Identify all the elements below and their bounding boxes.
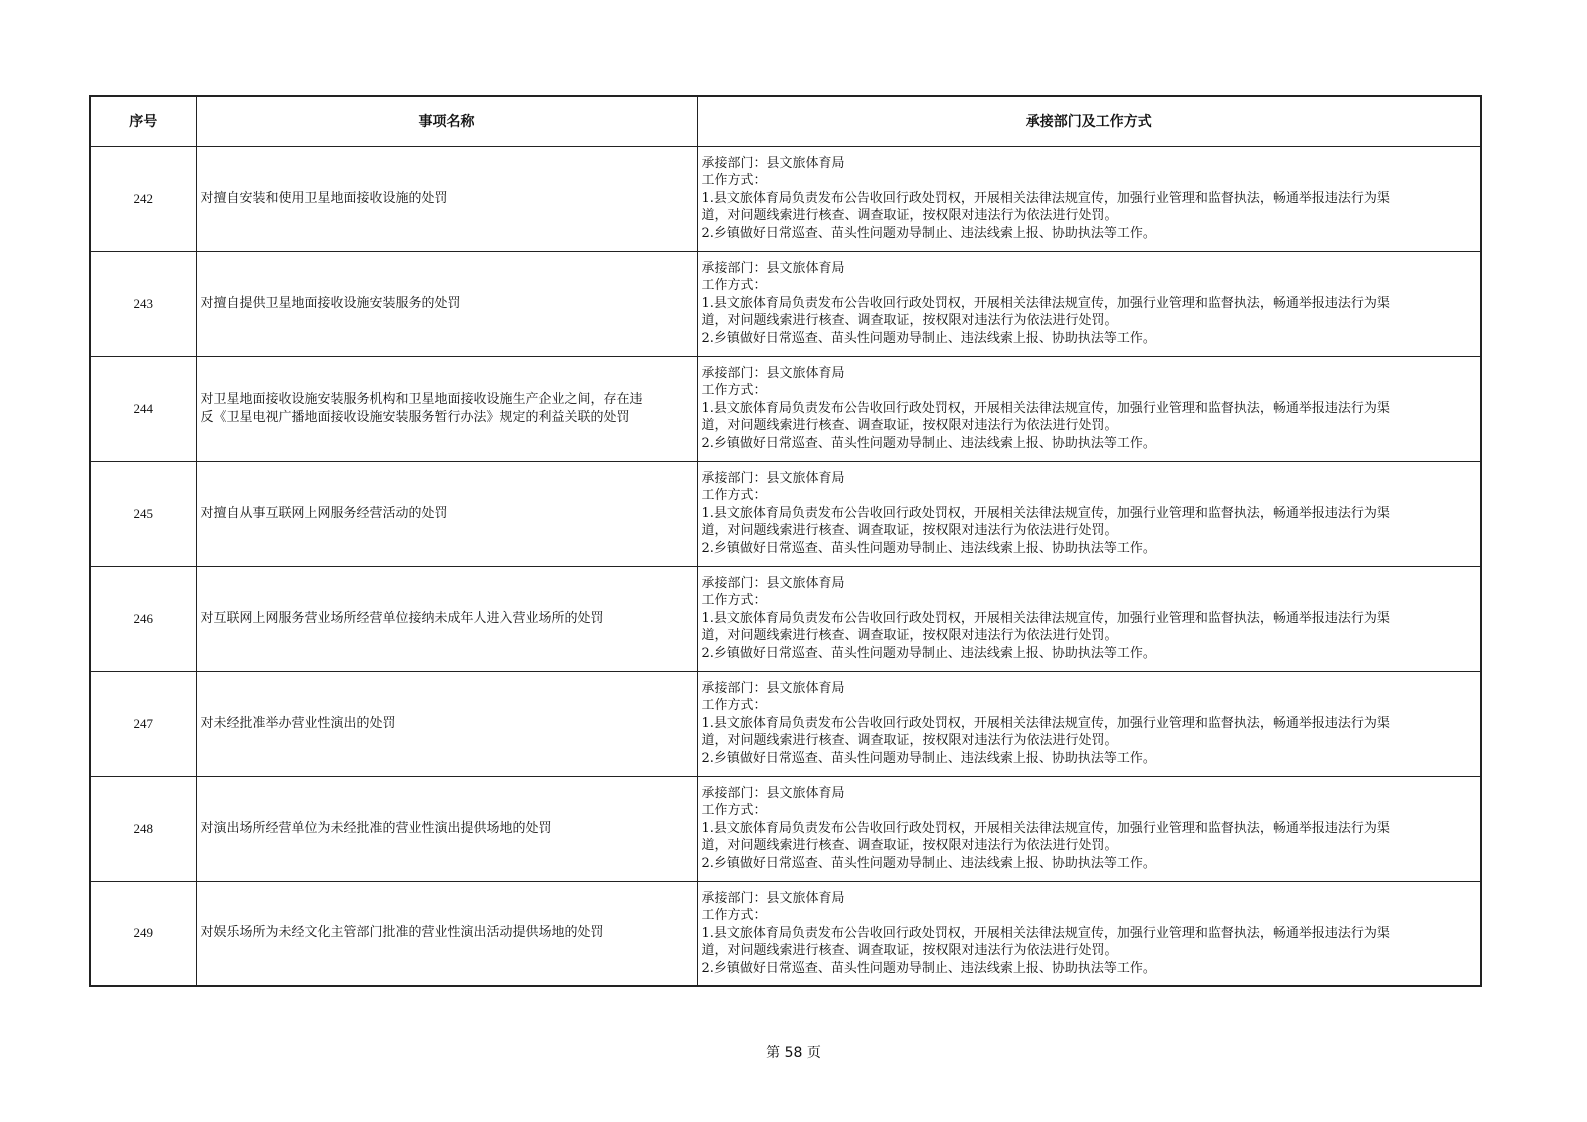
department-method-line: 道，对问题线索进行核查、调查取证，按权限对违法行为依法进行处罚。 bbox=[701, 418, 1118, 434]
item-name-line: 对擅自安装和使用卫星地面接收设施的处罚 bbox=[200, 190, 448, 206]
table-row bbox=[90, 146, 1481, 251]
cell-serial-number: 244 bbox=[90, 356, 196, 461]
department-method-line: 道，对问题线索进行核查、调查取证，按权限对违法行为依法进行处罚。 bbox=[701, 523, 1118, 539]
department-method-line: 承接部门：县文旅体育局 bbox=[701, 575, 845, 591]
cell-item-name bbox=[196, 671, 697, 776]
department-method-line: 1.县文旅体育局负责发布公告收回行政处罚权，开展相关法律法规宣传，加强行业管理和监督执法，畅通举报违法行为渠 bbox=[701, 400, 1390, 416]
department-method-line: 2.乡镇做好日常巡查、苗头性问题劝导制止、违法线索上报、协助执法等工作。 bbox=[701, 960, 1156, 976]
department-method-line: 1.县文旅体育局负责发布公告收回行政处罚权，开展相关法律法规宣传，加强行业管理和监督执法，畅通举报违法行为渠 bbox=[701, 295, 1390, 311]
items-table bbox=[89, 95, 1482, 987]
cell-department-and-method bbox=[697, 146, 1481, 251]
cell-department-and-method bbox=[697, 881, 1481, 986]
cell-serial-number: 246 bbox=[90, 566, 196, 671]
cell-serial-number: 247 bbox=[90, 671, 196, 776]
department-method-line: 1.县文旅体育局负责发布公告收回行政处罚权，开展相关法律法规宣传，加强行业管理和监督执法，畅通举报违法行为渠 bbox=[701, 925, 1390, 941]
department-method-line: 承接部门：县文旅体育局 bbox=[701, 680, 845, 696]
table-row bbox=[90, 566, 1481, 671]
document-sheet bbox=[89, 95, 1480, 987]
table-body bbox=[90, 146, 1481, 986]
cell-item-name bbox=[196, 146, 697, 251]
department-method-line: 1.县文旅体育局负责发布公告收回行政处罚权，开展相关法律法规宣传，加强行业管理和监督执法，畅通举报违法行为渠 bbox=[701, 505, 1390, 521]
department-method-line: 承接部门：县文旅体育局 bbox=[701, 785, 845, 801]
cell-item-name bbox=[196, 251, 697, 356]
header-department-and-method: 承接部门及工作方式 bbox=[697, 96, 1481, 146]
department-method-line: 工作方式： bbox=[701, 908, 767, 923]
department-method-line: 1.县文旅体育局负责发布公告收回行政处罚权，开展相关法律法规宣传，加强行业管理和监督执法，畅通举报违法行为渠 bbox=[701, 820, 1390, 836]
item-name-line: 对娱乐场所为未经文化主管部门批准的营业性演出活动提供场地的处罚 bbox=[200, 925, 604, 941]
department-method-line: 道，对问题线索进行核查、调查取证，按权限对违法行为依法进行处罚。 bbox=[701, 733, 1118, 749]
cell-serial-number: 243 bbox=[90, 251, 196, 356]
table-row bbox=[90, 356, 1481, 461]
item-name-line: 对演出场所经营单位为未经批准的营业性演出提供场地的处罚 bbox=[200, 820, 552, 836]
department-method-line: 承接部门：县文旅体育局 bbox=[701, 260, 845, 276]
table-row bbox=[90, 461, 1481, 566]
cell-department-and-method bbox=[697, 461, 1481, 566]
department-method-line: 承接部门：县文旅体育局 bbox=[701, 470, 845, 486]
department-method-line: 1.县文旅体育局负责发布公告收回行政处罚权，开展相关法律法规宣传，加强行业管理和监督执法，畅通举报违法行为渠 bbox=[701, 610, 1390, 626]
department-method-line: 2.乡镇做好日常巡查、苗头性问题劝导制止、违法线索上报、协助执法等工作。 bbox=[701, 435, 1156, 451]
cell-serial-number: 245 bbox=[90, 461, 196, 566]
department-method-line: 道，对问题线索进行核查、调查取证，按权限对违法行为依法进行处罚。 bbox=[701, 628, 1118, 644]
department-method-line: 工作方式： bbox=[701, 593, 767, 609]
cell-department-and-method bbox=[697, 671, 1481, 776]
cell-department-and-method bbox=[697, 566, 1481, 671]
department-method-line: 2.乡镇做好日常巡查、苗头性问题劝导制止、违法线索上报、协助执法等工作。 bbox=[701, 540, 1156, 556]
cell-department-and-method bbox=[697, 356, 1481, 461]
table-row bbox=[90, 881, 1481, 986]
table-header-row bbox=[90, 96, 1481, 146]
department-method-line: 道，对问题线索进行核查、调查取证，按权限对违法行为依法进行处罚。 bbox=[701, 208, 1118, 224]
item-name-line: 对互联网上网服务营业场所经营单位接纳未成年人进入营业场所的处罚 bbox=[200, 610, 604, 626]
cell-item-name bbox=[196, 566, 697, 671]
department-method-line: 工作方式： bbox=[701, 698, 767, 714]
department-method-line: 2.乡镇做好日常巡查、苗头性问题劝导制止、违法线索上报、协助执法等工作。 bbox=[701, 645, 1156, 661]
department-method-line: 道，对问题线索进行核查、调查取证，按权限对违法行为依法进行处罚。 bbox=[701, 838, 1118, 854]
item-name-line: 对未经批准举办营业性演出的处罚 bbox=[200, 715, 396, 731]
department-method-line: 2.乡镇做好日常巡查、苗头性问题劝导制止、违法线索上报、协助执法等工作。 bbox=[701, 225, 1156, 241]
department-method-line: 道，对问题线索进行核查、调查取证，按权限对违法行为依法进行处罚。 bbox=[701, 313, 1118, 329]
table-row bbox=[90, 776, 1481, 881]
page-number: 第 58 页 bbox=[766, 1045, 821, 1061]
department-method-line: 1.县文旅体育局负责发布公告收回行政处罚权，开展相关法律法规宣传，加强行业管理和监督执法，畅通举报违法行为渠 bbox=[701, 715, 1390, 731]
department-method-line: 2.乡镇做好日常巡查、苗头性问题劝导制止、违法线索上报、协助执法等工作。 bbox=[701, 750, 1156, 766]
table-row bbox=[90, 251, 1481, 356]
department-method-line: 工作方式： bbox=[701, 488, 767, 504]
cell-department-and-method bbox=[697, 776, 1481, 881]
cell-item-name bbox=[196, 461, 697, 566]
table-row bbox=[90, 671, 1481, 776]
department-method-line: 承接部门：县文旅体育局 bbox=[701, 365, 845, 381]
cell-serial-number: 242 bbox=[90, 146, 196, 251]
cell-serial-number: 248 bbox=[90, 776, 196, 881]
item-name-line: 对擅自提供卫星地面接收设施安装服务的处罚 bbox=[200, 295, 461, 311]
department-method-line: 道，对问题线索进行核查、调查取证，按权限对违法行为依法进行处罚。 bbox=[701, 943, 1118, 958]
department-method-line: 工作方式： bbox=[701, 803, 767, 819]
header-serial-number: 序号 bbox=[90, 96, 196, 146]
department-method-line: 2.乡镇做好日常巡查、苗头性问题劝导制止、违法线索上报、协助执法等工作。 bbox=[701, 330, 1156, 346]
cell-item-name bbox=[196, 356, 697, 461]
department-method-line: 承接部门：县文旅体育局 bbox=[701, 890, 845, 906]
cell-item-name bbox=[196, 776, 697, 881]
header-item-name: 事项名称 bbox=[196, 96, 697, 146]
cell-item-name bbox=[196, 881, 697, 986]
cell-serial-number: 249 bbox=[90, 881, 196, 986]
item-name-line: 反《卫星电视广播地面接收设施安装服务暂行办法》规定的利益关联的处罚 bbox=[200, 409, 630, 425]
department-method-line: 工作方式： bbox=[701, 278, 767, 294]
department-method-line: 承接部门：县文旅体育局 bbox=[701, 155, 845, 171]
item-name-line: 对卫星地面接收设施安装服务机构和卫星地面接收设施生产企业之间，存在违 bbox=[200, 391, 643, 407]
department-method-line: 2.乡镇做好日常巡查、苗头性问题劝导制止、违法线索上报、协助执法等工作。 bbox=[701, 855, 1156, 871]
department-method-line: 1.县文旅体育局负责发布公告收回行政处罚权，开展相关法律法规宣传，加强行业管理和监督执法，畅通举报违法行为渠 bbox=[701, 190, 1390, 206]
cell-department-and-method bbox=[697, 251, 1481, 356]
item-name-line: 对擅自从事互联网上网服务经营活动的处罚 bbox=[200, 505, 448, 521]
department-method-line: 工作方式： bbox=[701, 173, 767, 189]
department-method-line: 工作方式： bbox=[701, 383, 767, 399]
